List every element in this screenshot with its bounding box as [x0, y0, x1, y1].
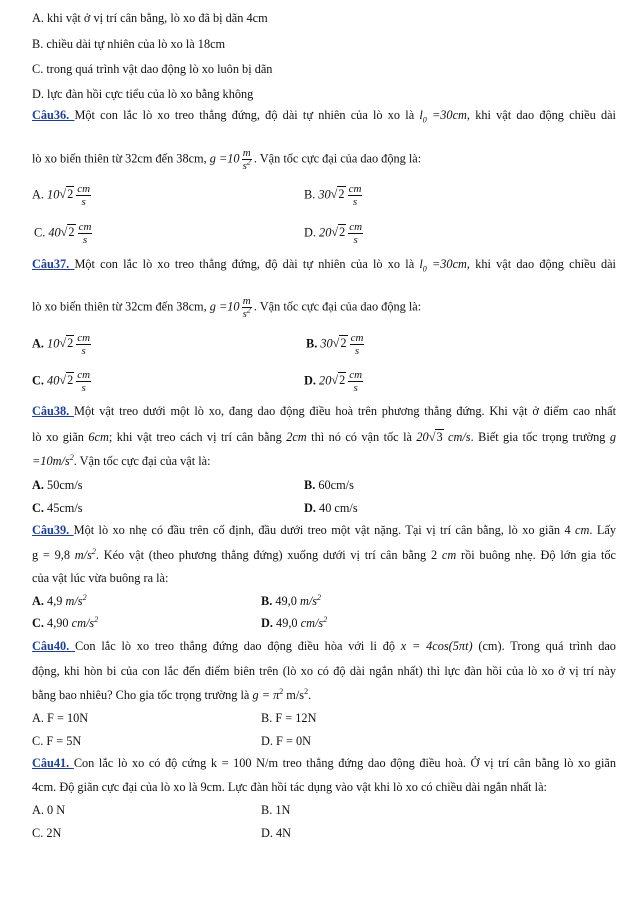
prev-option-d: D. lực đàn hồi cực tiểu của lò xo bằng không	[32, 87, 254, 101]
q36-line2: lò xo biến thiên từ 32cm đến 38cm, g =10 $\frac{m}{s^2}$ . Vận tốc cực đại của dao động là:	[32, 147, 422, 172]
q39-option-d: D. 49,0 $cm/s^2$	[261, 614, 328, 630]
q37-option-b: B. 30√2 $\frac{cm}{s}$	[306, 332, 364, 357]
q36-label: Câu36.	[32, 108, 75, 122]
q37-g-unit: $\frac{m}{s^2}$	[242, 295, 251, 320]
q39-label: Câu39.	[32, 523, 74, 537]
prev-option-a: A. khi vật ở vị trí cân bằng, lò xo đã bị dãn 4cm	[32, 11, 268, 25]
q38-option-c: C. 45cm/s	[32, 501, 83, 515]
q41-option-b: B. 1N	[261, 803, 291, 817]
q37-line1: Câu37. Một con lắc lò xo treo thẳng đứng, độ dài tự nhiên của lò xo là $l_0 =30cm$, khi vật dao động chiều dài	[32, 257, 616, 274]
q39-option-a: A. 4,9 $m/s^2$	[32, 592, 87, 608]
q40-line1: Câu40. Con lắc lò xo treo thẳng đứng dao động điều hòa với li độ x = 4cos(5πt) (cm). Trong quá trình dao	[32, 639, 616, 653]
q38-option-b: B. 60cm/s	[304, 478, 354, 492]
q39-line2: g = 9,8 $m/s^2$. Kéo vật (theo phương thẳng đứng) xuống dưới vị trí cân bằng 2 cm rồi buông nhẹ. Độ lớn gia tốc	[32, 546, 616, 562]
prev-option-b: B. chiều dài tự nhiên của lò xo là 18cm	[32, 37, 226, 51]
q41-option-a: A. 0 N	[32, 803, 66, 817]
q40-option-d: D. F = 0N	[261, 734, 311, 748]
q37-option-d: D. 20√2 $\frac{cm}{s}$	[304, 369, 363, 394]
q38-line1: Câu38. Một vật treo dưới một lò xo, đang dao động điều hoà trên phương thẳng đứng. Khi vật ở điểm cao nhất	[32, 404, 616, 418]
q39-option-b: B. 49,0 $m/s^2$	[261, 592, 322, 608]
q39-line1: Câu39. Một lò xo nhẹ có đầu trên cố định, đầu dưới treo một vật nặng. Tại vị trí cân bằng, lò xo giãn 4 cm. Lấy	[32, 523, 616, 537]
q37-option-a: A. 10√2 $\frac{cm}{s}$	[32, 332, 91, 357]
q36-option-c: C. 40√2 $\frac{cm}{s}$	[34, 221, 92, 246]
q41-line1: Câu41. Con lắc lò xo có độ cứng k = 100 N/m treo thẳng đứng dao động điều hoà. Ở vị trí cân bằng lò xo giãn	[32, 756, 616, 770]
q36-option-d: D. 20√2 $\frac{cm}{s}$	[304, 221, 363, 246]
q40-label: Câu40.	[32, 639, 76, 653]
q36-option-b: B. 30√2 $\frac{cm}{s}$	[304, 183, 362, 208]
q40-option-a: A. F = 10N	[32, 711, 89, 725]
q39-line3: của vật lúc vừa buông ra là:	[32, 571, 169, 585]
q40-option-c: C. F = 5N	[32, 734, 82, 748]
q41-line2: 4cm. Độ giãn cực đại của lò xo là 9cm. Lực đàn hồi tác dụng vào vật khi lò xo có chiều dài ngắn nhất là:	[32, 780, 547, 794]
q40-line2: động, khi hòn bi của con lắc đến điểm biên trên (lò xo có độ dài ngắn nhất) thì lực đàn hồi của lò xo ở vị trí này	[32, 664, 616, 678]
q37-line2: lò xo biến thiên từ 32cm đến 38cm, g =10 $\frac{m}{s^2}$ . Vận tốc cực đại của dao động là:	[32, 295, 422, 320]
q38-option-d: D. 40 cm/s	[304, 501, 358, 515]
q38-line2: lò xo giãn 6cm; khi vật treo cách vị trí cân bằng 2cm thì nó có vận tốc là 20√3 cm/s. Biết gia tốc trọng trường g	[32, 430, 616, 444]
q41-label: Câu41.	[32, 756, 74, 770]
q36-g-unit: $\frac{m}{s^2}$	[242, 147, 251, 172]
q37-label: Câu37.	[32, 257, 75, 271]
q38-label: Câu38.	[32, 404, 75, 418]
q39-option-c: C. 4,90 $cm/s^2$	[32, 614, 99, 630]
q40-line3: bằng bao nhiêu? Cho gia tốc trọng trường là $g = \pi^2$ $m/s^2$.	[32, 686, 312, 702]
q37-option-c: C. 40√2 $\frac{cm}{s}$	[32, 369, 91, 394]
q41-option-c: C. 2N	[32, 826, 62, 840]
q41-option-d: D. 4N	[261, 826, 292, 840]
q36-option-a: A. 10√2 $\frac{cm}{s}$	[32, 183, 91, 208]
prev-option-c: C. trong quá trình vật dao động lò xo luôn bị dãn	[32, 62, 273, 76]
q36-line1: Câu36. Một con lắc lò xo treo thẳng đứng, độ dài tự nhiên của lò xo là $l_0 =30cm$, khi vật dao động chiều dài	[32, 108, 616, 125]
q38-option-a: A. 50cm/s	[32, 478, 83, 492]
q40-option-b: B. F = 12N	[261, 711, 317, 725]
q38-line3: $=10m/s^2$. Vận tốc cực đại của vật là:	[32, 452, 211, 468]
